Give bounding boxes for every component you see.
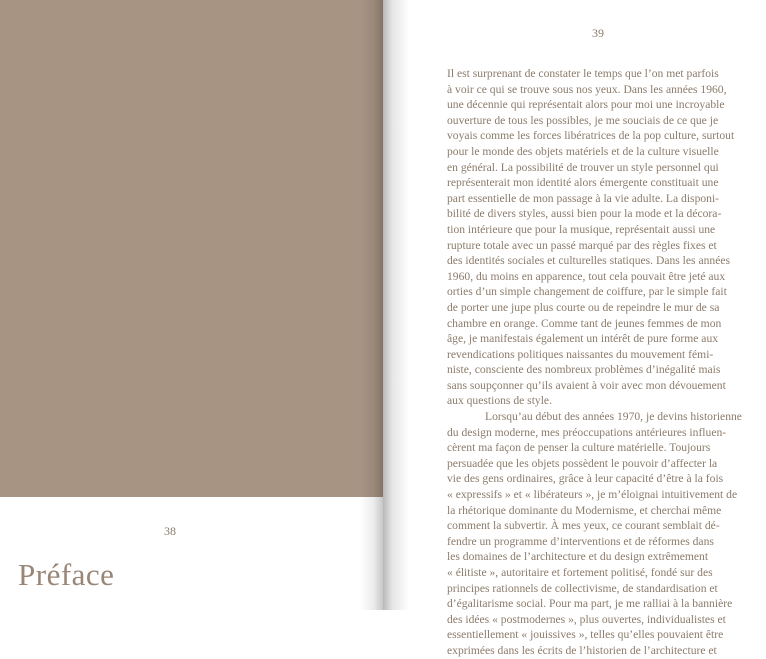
- text-line: 1960, du moins en apparence, tout cela pouvait être jeté aux: [447, 269, 726, 283]
- text-line: représenterait mon identité alors émergente constituait une: [447, 176, 719, 190]
- text-line: de porter une jupe plus courte ou de repeindre le mur de sa: [447, 300, 720, 314]
- page-number-left: 38: [164, 524, 176, 538]
- text-line: niste, consciente des nombreux problèmes d’inégalité mais: [447, 363, 721, 377]
- text-line: voyais comme les forces libératrices de la pop culture, surtout: [447, 129, 735, 143]
- text-line: persuadée que les objets possèdent le pouvoir d’affecter la: [447, 456, 718, 470]
- text-line: sans soupçonner qu’ils avaient à voir avec mon dévouement: [447, 378, 726, 392]
- gutter-shadow-right: [383, 0, 409, 610]
- text-line: « élitiste », autoritaire et fortement politisé, fondé sur des: [447, 566, 713, 579]
- text-line: comment la subvertir. À mes yeux, ce courant semblait dé-: [447, 519, 720, 533]
- text-line: d’égalitarisme social. Pour ma part, je me ralliai à la bannière: [447, 597, 733, 611]
- gutter-shadow: [360, 0, 383, 610]
- text-line: Lorsqu’au début des années 1970, je devins historienne: [485, 410, 742, 424]
- text-line: aux questions de style.: [447, 394, 552, 408]
- text-line: chambre en orange. Comme tant de jeunes femmes de mon: [447, 316, 722, 330]
- text-line: tion intérieure que pour la musique, représentait aussi une: [447, 222, 716, 236]
- text-line: revendications politiques naissantes du mouvement fémi-: [447, 347, 714, 361]
- text-line: âge, je manifestais également un intérêt de pure forme aux: [447, 332, 719, 346]
- text-line: des idées « postmodernes », plus ouvertes, individualistes et: [447, 612, 726, 626]
- text-line: principes rationnels de collectivisme, de standardisation et: [447, 581, 718, 595]
- text-line: bilité de divers styles, aussi bien pour la mode et la décora-: [447, 207, 722, 221]
- text-line: à voir ce qui se trouve sous nos yeux. Dans les années 1960,: [447, 82, 727, 96]
- text-line: vie des gens ordinaires, grâce à leur capacité d’être à la fois: [447, 472, 724, 486]
- text-line: orties d’un simple changement de coiffure, par le simple fait: [447, 285, 727, 299]
- text-line: « expressifs » et « libérateurs », je m’éloignai intuitivement de: [447, 488, 738, 502]
- text-line: des identités sociales et culturelles statiques. Dans les années: [447, 254, 730, 268]
- text-line: essentiellement « jouissives », telles qu’elles pouvaient être: [447, 628, 724, 642]
- left-page: [0, 0, 383, 610]
- text-line: la rhétorique dominante du Modernisme, et cherchai même: [447, 503, 722, 517]
- text-line: fendre un programme d’interventions et de réformes dans: [447, 534, 714, 548]
- text-line: rupture totale avec un passé marqué par des règles fixes et: [447, 238, 717, 252]
- page-number-right: 39: [592, 26, 604, 40]
- body-text: [447, 66, 766, 659]
- text-line: une décennie qui représentait alors pour moi une incroyable: [447, 98, 725, 112]
- text-line: du design moderne, mes préoccupations antérieures influen-: [447, 425, 727, 439]
- text-line: en général. La possibilité de trouver un style personnel qui: [447, 160, 719, 174]
- color-block: [0, 0, 383, 497]
- text-line: Il est surprenant de constater le temps que l’on met parfois: [447, 67, 719, 80]
- text-line: cèrent ma façon de penser la culture matérielle. Toujours: [447, 441, 711, 455]
- text-line: pour le monde des objets matériels et de la culture visuelle: [447, 144, 719, 158]
- right-page: [383, 0, 766, 657]
- chapter-title: Préface: [18, 557, 115, 592]
- text-line: part essentielle de mon passage à la vie adulte. La disponi-: [447, 191, 720, 205]
- text-line: les domaines de l’architecture et du design extrêmement: [447, 550, 709, 564]
- text-line: ouverture de tous les possibles, je me souciais de ce que je: [447, 113, 719, 127]
- text-line: exprimées dans les écrits de l’historien de l’architecture et: [447, 643, 717, 657]
